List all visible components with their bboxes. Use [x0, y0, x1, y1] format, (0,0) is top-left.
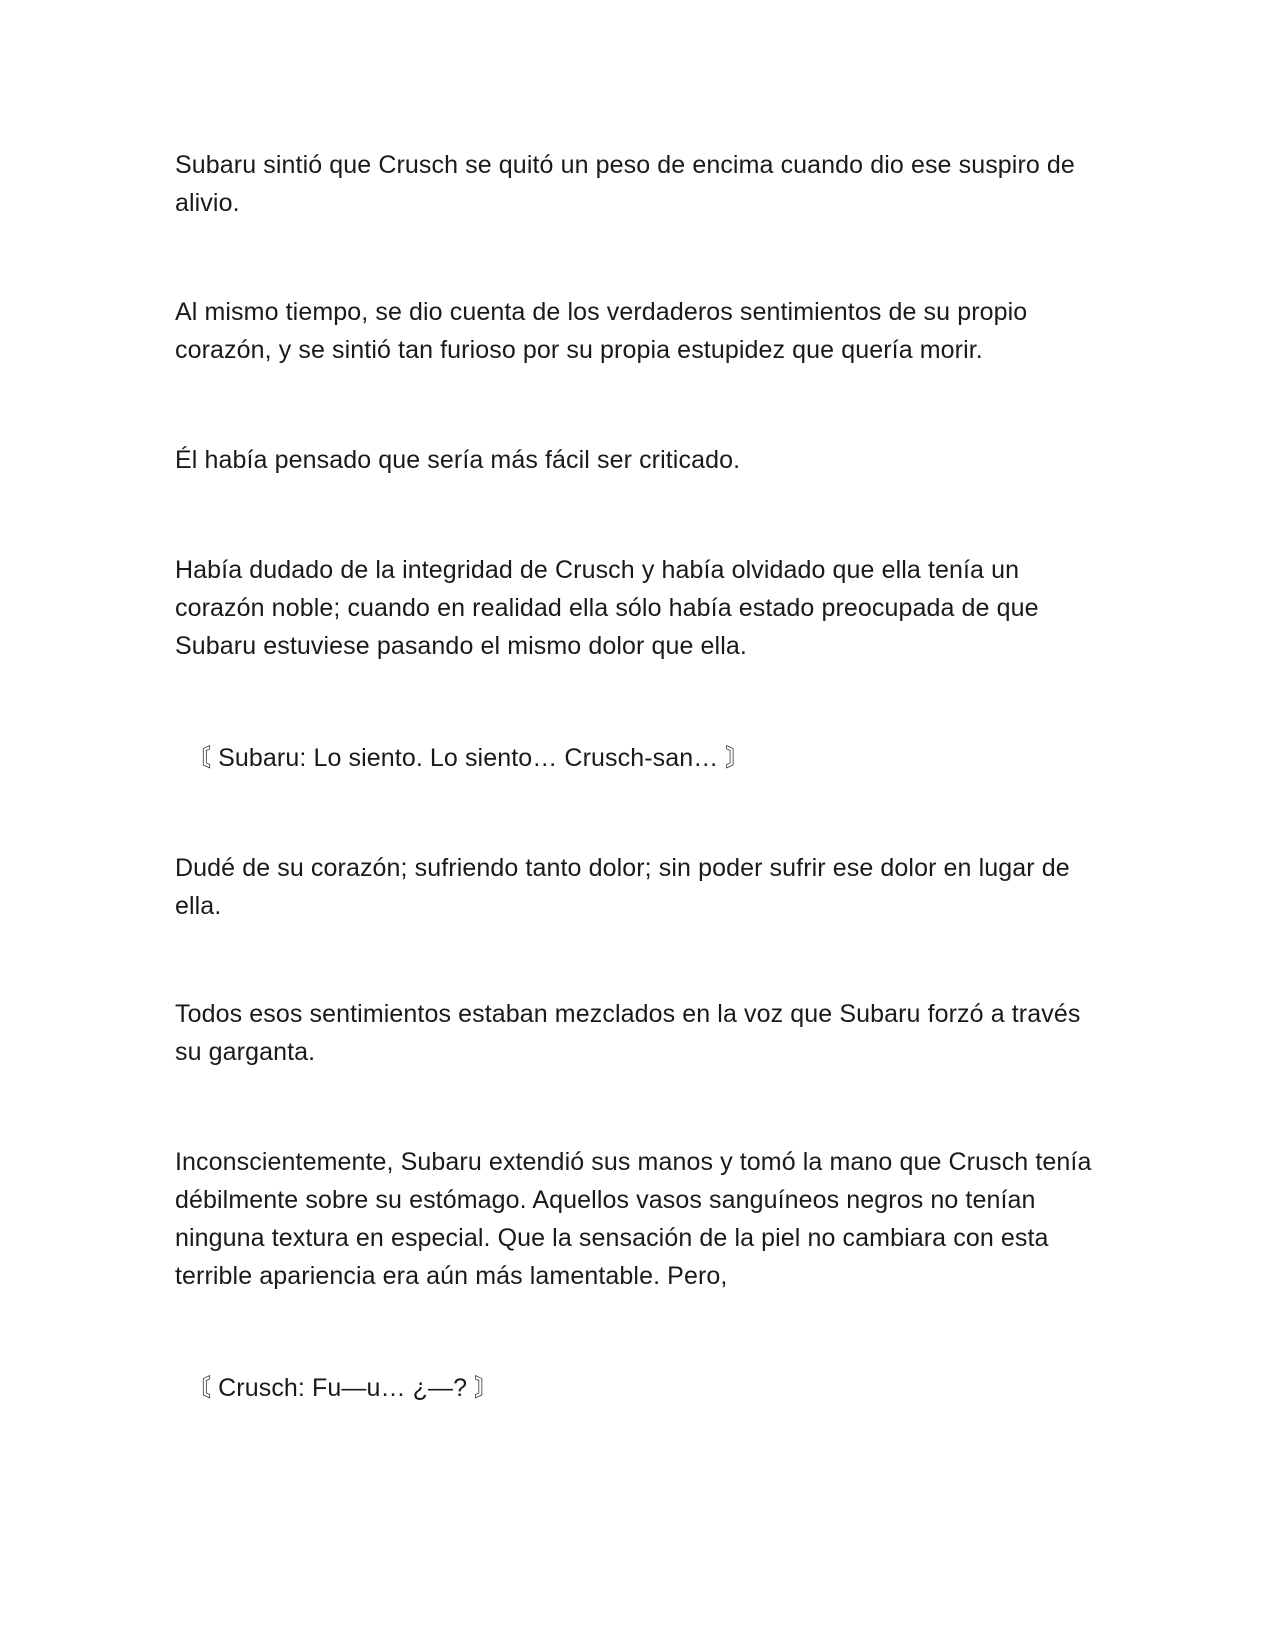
paragraph-narration: Subaru sintió que Crusch se quitó un peso de encima cuando dio ese suspiro de alivio.: [175, 151, 1075, 217]
paragraph-narration: Él había pensado que sería más fácil ser criticado.: [175, 446, 741, 474]
paragraph-narration: Inconscientemente, Subaru extendió sus manos y tomó la mano que Crusch tenía débilmente sobre su estómago. Aquellos vasos sanguíneos negros no tenían ninguna textura en especial. Que la sensación de la piel no cambiara con esta terrible apariencia era aún más lamentable. Pero,: [175, 1148, 1092, 1290]
paragraph-narration: Al mismo tiempo, se dio cuenta de los verdaderos sentimientos de su propio corazón, y se sintió tan furioso por su propia estupidez que quería morir.: [175, 298, 1028, 364]
paragraph-narration: Había dudado de la integridad de Crusch y había olvidado que ella tenía un corazón noble; cuando en realidad ella sólo había estado preocupada de que Subaru estuviese pasando el mismo dolor que ella.: [175, 556, 1039, 660]
paragraph-narration: Dudé de su corazón; sufriendo tanto dolor; sin poder sufrir ese dolor en lugar de ella.: [175, 854, 1070, 920]
dialogue-line-crusch: 〘 Crusch: Fu—u… ¿—? 〙: [186, 1374, 500, 1402]
dialogue-line-subaru: 〘 Subaru: Lo siento. Lo siento… Crusch-san… 〙: [186, 744, 751, 772]
paragraph-narration: Todos esos sentimientos estaban mezclados en la voz que Subaru forzó a través su garganta.: [175, 1000, 1081, 1066]
